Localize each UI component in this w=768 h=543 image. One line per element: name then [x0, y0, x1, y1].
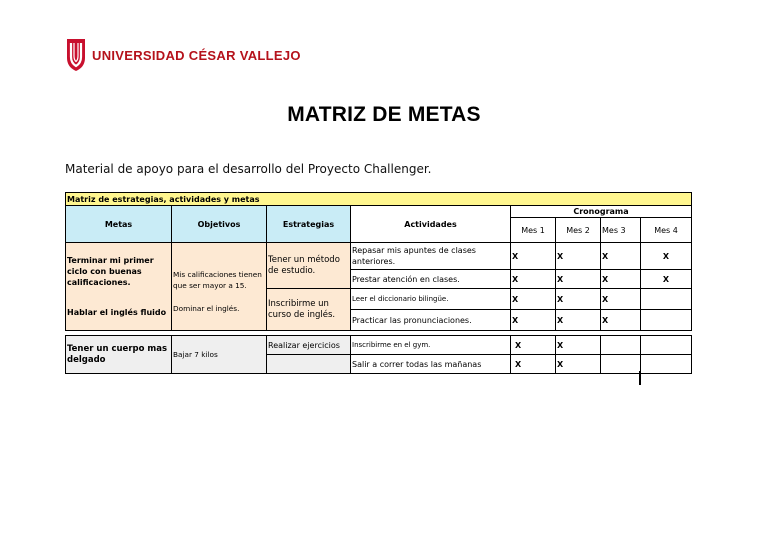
mark-cell: X	[601, 270, 641, 289]
mark-cell: X	[556, 289, 601, 310]
objective-text: Dominar el inglés.	[173, 304, 240, 313]
activity-cell: Salir a correr todas las mañanas	[351, 355, 511, 374]
activity-cell: Practicar las pronunciaciones.	[351, 310, 511, 331]
mark-cell	[641, 310, 692, 331]
mark-cell: X	[641, 270, 692, 289]
goal-cell	[66, 243, 172, 331]
university-logo	[66, 38, 301, 72]
month-4-header: Mes 4	[641, 218, 692, 243]
activity-cell: Leer el diccionario bilingüe.	[351, 289, 511, 310]
goal-text: Hablar el inglés fluido	[67, 308, 167, 317]
objective-text: Mis calificaciones tienen que ser mayor a 15.	[173, 270, 262, 290]
objective-cell: Bajar 7 kilos	[172, 336, 267, 374]
activity-cell: Inscribirme en el gym.	[351, 336, 511, 355]
column-tick-line	[639, 371, 641, 385]
mark-cell	[641, 336, 692, 355]
strategy-cell: Realizar ejercicios	[267, 336, 351, 355]
band-title: Matriz de estrategias, actividades y metas	[66, 193, 692, 206]
month-3-header: Mes 3	[601, 218, 641, 243]
mark-cell	[601, 355, 641, 374]
table-band-row	[66, 193, 692, 206]
header-row	[66, 206, 692, 218]
mark-cell: X	[601, 243, 641, 270]
mark-cell: X	[511, 243, 556, 270]
header-actividades: Actividades	[351, 206, 511, 243]
mark-cell: X	[601, 289, 641, 310]
goals-matrix-table	[65, 192, 692, 374]
page-title: MATRIZ DE METAS	[287, 103, 481, 126]
header-metas: Metas	[66, 206, 172, 243]
activity-cell: Repasar mis apuntes de clases anteriores.	[351, 243, 511, 270]
activity-cell: Prestar atención en clases.	[351, 270, 511, 289]
page-subtitle: Material de apoyo para el desarrollo del Proyecto Challenger.	[65, 162, 432, 176]
header-cronograma: Cronograma	[511, 206, 692, 218]
header-estrategias: Estrategias	[267, 206, 351, 243]
month-1-header: Mes 1	[511, 218, 556, 243]
table-row	[66, 336, 692, 355]
mark-cell: X	[641, 243, 692, 270]
table-row	[66, 243, 692, 270]
goal-cell: Tener un cuerpo mas delgado	[66, 336, 172, 374]
logo-text: UNIVERSIDAD CÉSAR VALLEJO	[92, 47, 301, 63]
strategy-cell-empty	[267, 355, 351, 374]
mark-cell: X	[556, 310, 601, 331]
mark-cell: X	[511, 270, 556, 289]
mark-cell	[641, 355, 692, 374]
mark-cell: X	[601, 310, 641, 331]
mark-cell	[641, 289, 692, 310]
month-2-header: Mes 2	[556, 218, 601, 243]
mark-cell: X	[511, 289, 556, 310]
mark-cell	[601, 336, 641, 355]
objective-cell	[172, 243, 267, 331]
header-objetivos: Objetivos	[172, 206, 267, 243]
mark-cell: X	[511, 310, 556, 331]
mark-cell: X	[556, 336, 601, 355]
mark-cell: X	[556, 243, 601, 270]
shield-logo-icon	[66, 38, 86, 72]
mark-cell: X	[556, 270, 601, 289]
mark-cell: X	[511, 336, 556, 355]
strategy-cell: Inscribirme un curso de inglés.	[267, 289, 351, 331]
strategy-cell: Tener un método de estudio.	[267, 243, 351, 289]
mark-cell: X	[511, 355, 556, 374]
mark-cell: X	[556, 355, 601, 374]
goal-text: Terminar mi primer ciclo con buenas calificaciones.	[67, 256, 154, 287]
